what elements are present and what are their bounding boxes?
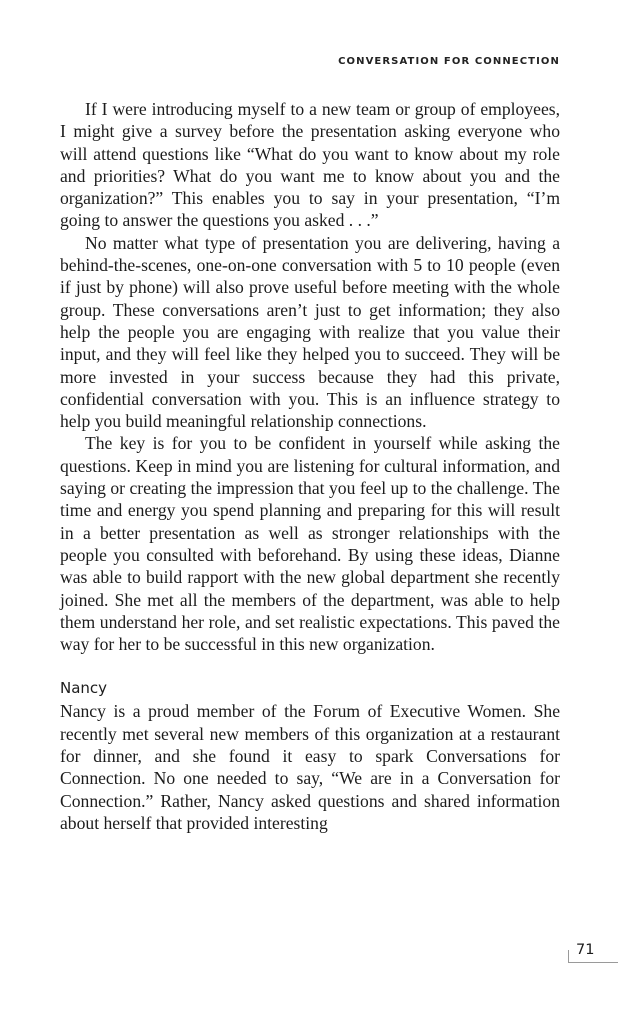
paragraph: No matter what type of presentation you are delivering, having a behind-the-scenes, one-on-one conversation with 5 to 10 people (even if just by phone) will also prove useful before meeting with the whole group. These conversations aren’t just to get information; they also help the people you are engaging with realize that you value their input, and they will feel like they helped you to succeed. They will be more invested in your success because they had this private, confidential conversation with you. This is an influence strategy to help you build meaningful relationship connections. xyxy=(60,232,560,432)
body-text xyxy=(60,98,560,834)
page-number: 71 xyxy=(576,942,595,958)
paragraph: If I were introducing myself to a new team or group of employees, I might give a survey before the presentation asking everyone who will attend questions like “What do you want to know about my role and priorities? What do you want me to know about you and the organization?” This enables you to say in your presentation, “I’m going to answer the questions you asked . . .” xyxy=(60,99,560,231)
section-heading: Nancy xyxy=(60,679,108,698)
running-head: CONVERSATION FOR CONNECTION xyxy=(338,56,560,67)
paragraph: Nancy is a proud member of the Forum of Executive Women. She recently met several new members of this organization at a restaurant for dinner, and she found it easy to spark Conversations for Connection. No one needed to say, “We are in a Conversation for Connection.” Rather, Nancy asked questions and shared information about herself that provided interesting xyxy=(60,701,560,833)
folio-tick xyxy=(568,950,569,962)
folio-rule xyxy=(568,962,618,963)
paragraph: The key is for you to be confident in yourself while asking the questions. Keep in mind you are listening for cultural information, and saying or creating the impression that you feel up to the challenge. The time and energy you spend planning and preparing for this will result in a better presentation as well as stronger relationships with the people you consulted with beforehand. By using these ideas, Dianne was able to build rapport with the new global department she recently joined. She met all the members of the department, was able to help them understand her role, and set realistic expectations. This paved the way for her to be successful in this new organization. xyxy=(60,433,560,655)
